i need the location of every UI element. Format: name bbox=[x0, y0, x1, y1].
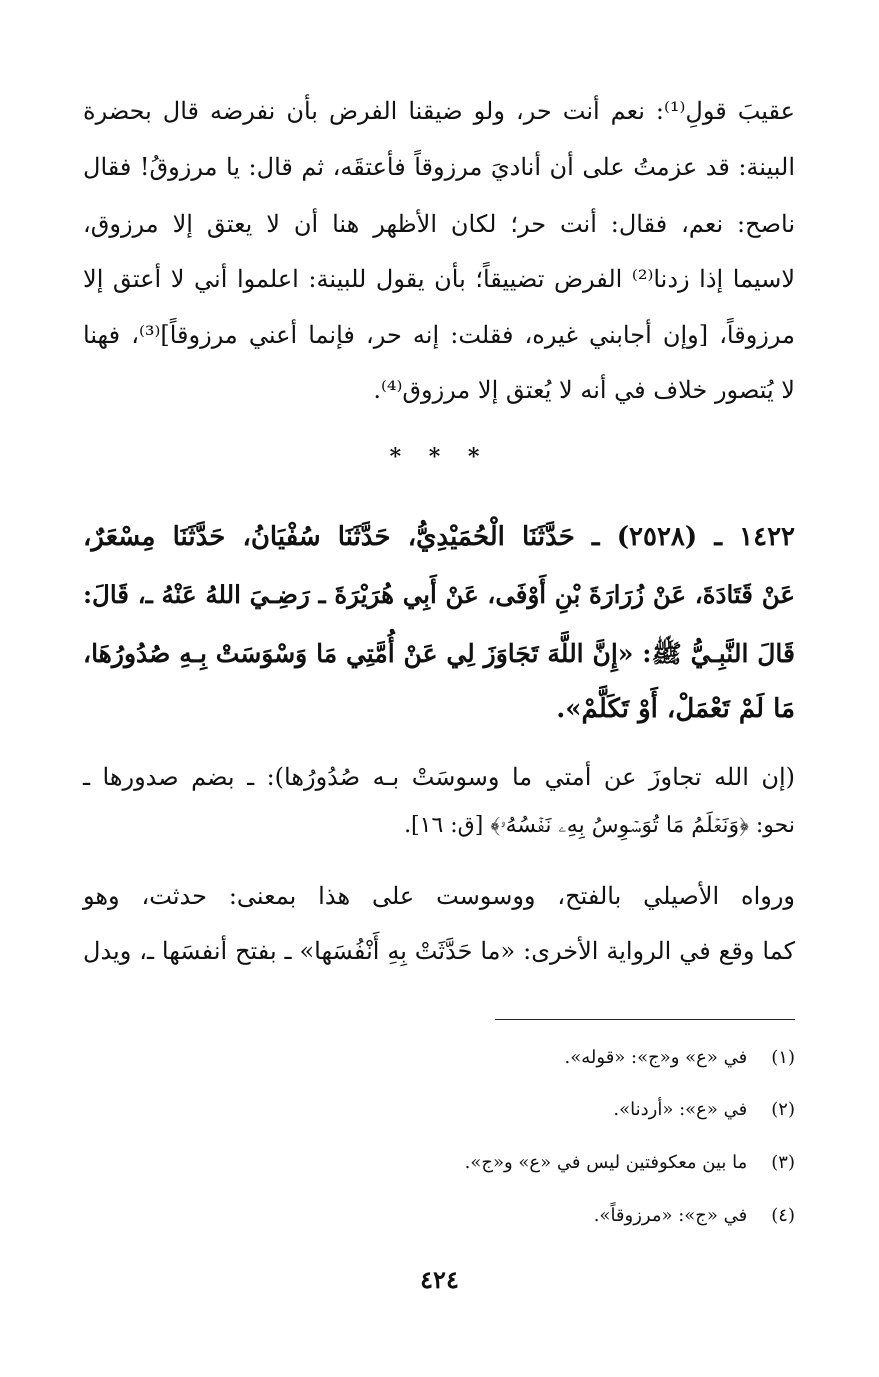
paragraph-1-line-1: عقيبَ قولِ⁽¹⁾: نعم أنت حر، ولو ضيقنا الفرض بأن نفرضه قال بحضرة bbox=[83, 97, 796, 125]
hadith-line-3: قَالَ النَّبِـيُّ ﷺ: «إِنَّ اللَّهَ تَجَاوَزَ لِي عَنْ أُمَّتِي مَا وَسْوَسَتْ بِـهِ صُدُورُهَا، bbox=[83, 639, 795, 668]
paragraph-1-line-2: البينة: قد عزمتُ على أن أناديَ مرزوقاً فأعتقَه، ثم قال: يا مرزوقُ! فقال bbox=[83, 153, 795, 181]
footnote-4 bbox=[83, 1207, 795, 1225]
footnote-text: في «ع»: «أردنا». bbox=[613, 1099, 748, 1120]
paragraph-1-line-6: لا يُتصور خلاف في أنه لا يُعتق إلا مرزوق⁽⁴⁾. bbox=[373, 376, 795, 404]
paragraph-1-line-3: ناصح: نعم، فقال: أنت حر؛ لكان الأظهر هنا أن لا يعتق إلا مرزوق، bbox=[83, 210, 795, 238]
footnote-number: (١) bbox=[771, 1047, 795, 1068]
hadith-line-2: عَنْ قَتَادَةَ، عَنْ زُرَارَةَ بْنِ أَوْفَى، عَنْ أَبِي هُرَيْرَةَ ـ رَضِـيَ اللهُ عَنْهُ ـ، قَالَ: bbox=[83, 580, 795, 609]
footnote-number: (٤) bbox=[771, 1205, 795, 1226]
commentary-1-line-1: (إن الله تجاوزَ عن أمتي ما وسوسَتْ بـه صُدُورُها): ـ بضم صدورها ـ bbox=[83, 763, 795, 791]
page-number: ٤٢٤ bbox=[420, 1265, 459, 1294]
commentary-1-line-2: نحو: ﴿وَنَعۡلَمُ مَا تُوَسۡوِسُ بِهِۦ نَفۡسُهُۥ﴾ [ق: ١٦]. bbox=[404, 813, 795, 838]
hadith-line-4: مَا لَمْ تَعْمَلْ، أَوْ تَكَلَّمْ». bbox=[556, 694, 795, 724]
footnote-divider bbox=[495, 1019, 795, 1020]
footnote-text: ما بين معكوفتين ليس في «ع» و«ج». bbox=[464, 1152, 748, 1173]
footnote-number: (٢) bbox=[771, 1099, 795, 1120]
footnote-text: في «ع» و«ج»: «قوله». bbox=[564, 1047, 748, 1068]
footnote-1 bbox=[83, 1049, 795, 1067]
footnote-number: (٣) bbox=[771, 1152, 795, 1173]
hadith-line-1: ١٤٢٢ ـ (٢٥٢٨) ـ حَدَّثَنَا الْحُمَيْدِيُّ، حَدَّثَنَا سُفْيَانُ، حَدَّثَنَا مِسْعَرٌ، bbox=[83, 522, 795, 552]
commentary-2-line-1: ورواه الأصيلي بالفتح، ووسوست على هذا بمعنى: حدثت، وهو bbox=[83, 882, 795, 910]
section-separator: * * * bbox=[389, 444, 490, 470]
footnote-3 bbox=[83, 1154, 795, 1172]
footnote-text: في «ج»: «مرزوقاً». bbox=[593, 1205, 748, 1226]
paragraph-1-line-5: مرزوقاً، [وإن أجابني غيره، فقلت: إنه حر، فإنما أعني مرزوقاً]⁽³⁾، فهنا bbox=[83, 321, 795, 349]
commentary-2-line-2: كما وقع في الرواية الأخرى: «ما حَدَّثَتْ بِهِ أَنْفُسَها» ـ بفتح أنفسَها ـ، ويدل bbox=[83, 937, 795, 965]
footnote-2 bbox=[83, 1101, 795, 1119]
paragraph-1-line-4: لاسيما إذا زدنا⁽²⁾ الفرض تضييقاً؛ بأن يقول للبينة: اعلموا أني لا أعتق إلا bbox=[83, 265, 795, 293]
